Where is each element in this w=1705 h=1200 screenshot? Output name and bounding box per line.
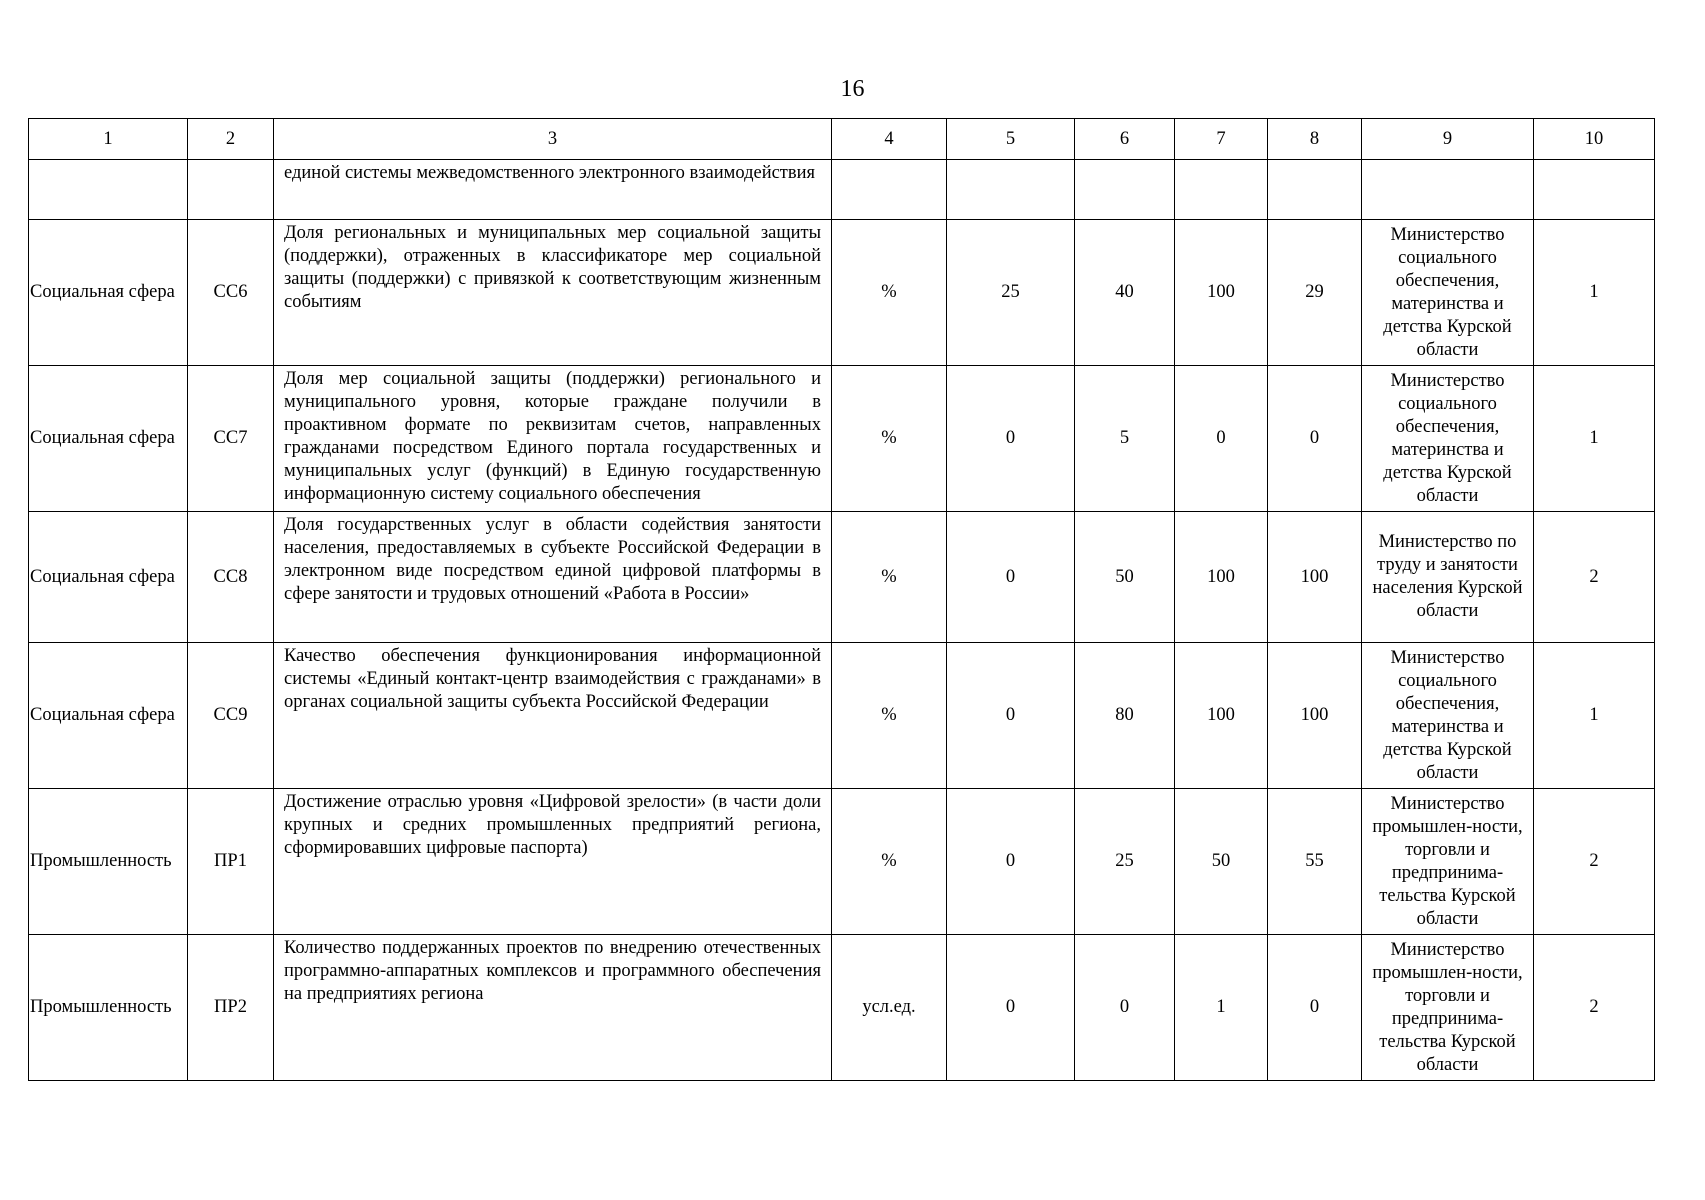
- cell-responsible: Министерство по труду и занятости населения Курской области: [1362, 512, 1534, 643]
- cell-col5: 25: [947, 220, 1075, 366]
- column-header: 6: [1075, 119, 1175, 160]
- cell-description: Количество поддержанных проектов по внедрению отечественных программно-аппаратных комплексов и программного обеспечения на предприятиях региона: [274, 935, 832, 1081]
- column-header: 1: [29, 119, 188, 160]
- column-header: 5: [947, 119, 1075, 160]
- cell-area: Социальная сфера: [29, 366, 188, 512]
- cell-responsible: Министерство социального обеспечения, материнства и детства Курской области: [1362, 220, 1534, 366]
- column-header: 3: [274, 119, 832, 160]
- cell-unit: %: [832, 220, 947, 366]
- table-row: [29, 935, 1655, 1081]
- continuation-row: [29, 160, 1655, 220]
- table-row: [29, 512, 1655, 643]
- cell-area: Промышленность: [29, 935, 188, 1081]
- cell-area: Промышленность: [29, 789, 188, 935]
- column-header: 8: [1268, 119, 1362, 160]
- table-body: [29, 119, 1655, 1081]
- cell-unit: усл.ед.: [832, 935, 947, 1081]
- column-header: 2: [188, 119, 274, 160]
- cell-col6: [1075, 160, 1175, 220]
- table-row: [29, 366, 1655, 512]
- cell-col7: 100: [1175, 643, 1268, 789]
- cell-col10: 1: [1534, 643, 1655, 789]
- cell-code: СС8: [188, 512, 274, 643]
- cell-area: Социальная сфера: [29, 512, 188, 643]
- cell-col5: 0: [947, 643, 1075, 789]
- cell-description: Достижение отраслью уровня «Цифровой зрелости» (в части доли крупных и средних промышленных предприятий региона, сформировавших цифровые паспорта): [274, 789, 832, 935]
- cell-col5: 0: [947, 789, 1075, 935]
- cell-col7: 50: [1175, 789, 1268, 935]
- cell-col6: 25: [1075, 789, 1175, 935]
- cell-unit: %: [832, 366, 947, 512]
- cell-responsible: Министерство промышлен-ности, торговли и предпринима-тельства Курской области: [1362, 935, 1534, 1081]
- cell-col6: 40: [1075, 220, 1175, 366]
- cell-col10: 1: [1534, 220, 1655, 366]
- cell-code: СС9: [188, 643, 274, 789]
- cell-col10: 1: [1534, 366, 1655, 512]
- cell-col8: 29: [1268, 220, 1362, 366]
- cell-col6: 50: [1075, 512, 1175, 643]
- cell-responsible: Министерство социального обеспечения, материнства и детства Курской области: [1362, 366, 1534, 512]
- cell-responsible: Министерство промышлен-ности, торговли и предпринима-тельства Курской области: [1362, 789, 1534, 935]
- cell-unit: %: [832, 643, 947, 789]
- table-row: [29, 789, 1655, 935]
- column-header: 10: [1534, 119, 1655, 160]
- cell-col7: 0: [1175, 366, 1268, 512]
- cell-unit: [832, 160, 947, 220]
- cell-responsible: Министерство социального обеспечения, материнства и детства Курской области: [1362, 643, 1534, 789]
- cell-col6: 5: [1075, 366, 1175, 512]
- cell-code: СС6: [188, 220, 274, 366]
- cell-col10: 2: [1534, 935, 1655, 1081]
- cell-col7: [1175, 160, 1268, 220]
- cell-col5: 0: [947, 366, 1075, 512]
- column-header: 9: [1362, 119, 1534, 160]
- cell-col8: 0: [1268, 935, 1362, 1081]
- cell-description: Доля мер социальной защиты (поддержки) регионального и муниципального уровня, которые граждане получили в проактивном формате по реквизитам счетов, направленных гражданами посредством Единого портала государственных и муниципальных услуг (функций) в Единую государственную информационную систему социального обеспечения: [274, 366, 832, 512]
- cell-description: единой системы межведомственного электронного взаимодействия: [274, 160, 832, 220]
- table-row: [29, 220, 1655, 366]
- cell-col5: 0: [947, 935, 1075, 1081]
- cell-col5: 0: [947, 512, 1075, 643]
- cell-col5: [947, 160, 1075, 220]
- cell-col8: 55: [1268, 789, 1362, 935]
- indicators-table: [28, 118, 1655, 1081]
- cell-area: Социальная сфера: [29, 220, 188, 366]
- cell-col10: [1534, 160, 1655, 220]
- cell-col8: 100: [1268, 512, 1362, 643]
- table-row: [29, 643, 1655, 789]
- cell-col6: 80: [1075, 643, 1175, 789]
- header-row: [29, 119, 1655, 160]
- cell-col7: 100: [1175, 512, 1268, 643]
- cell-description: Качество обеспечения функционирования информационной системы «Единый контакт-центр взаимодействия с гражданами» в органах социальной защиты субъекта Российской Федерации: [274, 643, 832, 789]
- cell-col10: 2: [1534, 789, 1655, 935]
- cell-col8: 0: [1268, 366, 1362, 512]
- cell-col8: [1268, 160, 1362, 220]
- cell-code: СС7: [188, 366, 274, 512]
- column-header: 7: [1175, 119, 1268, 160]
- cell-area: Социальная сфера: [29, 643, 188, 789]
- column-header: 4: [832, 119, 947, 160]
- cell-col7: 1: [1175, 935, 1268, 1081]
- cell-col7: 100: [1175, 220, 1268, 366]
- cell-code: ПР2: [188, 935, 274, 1081]
- cell-code: ПР1: [188, 789, 274, 935]
- cell-col8: 100: [1268, 643, 1362, 789]
- cell-description: Доля государственных услуг в области содействия занятости населения, предоставляемых в субъекте Российской Федерации в электронном виде посредством единой цифровой платформы в сфере занятости и трудовых отношений «Работа в России»: [274, 512, 832, 643]
- cell-area: [29, 160, 188, 220]
- cell-unit: %: [832, 789, 947, 935]
- cell-code: [188, 160, 274, 220]
- page-number: 16: [840, 76, 865, 102]
- cell-unit: %: [832, 512, 947, 643]
- cell-col10: 2: [1534, 512, 1655, 643]
- cell-description: Доля региональных и муниципальных мер социальной защиты (поддержки), отраженных в классификаторе мер социальной защиты (поддержки) с привязкой к соответствующим жизненным событиям: [274, 220, 832, 366]
- cell-responsible: [1362, 160, 1534, 220]
- cell-col6: 0: [1075, 935, 1175, 1081]
